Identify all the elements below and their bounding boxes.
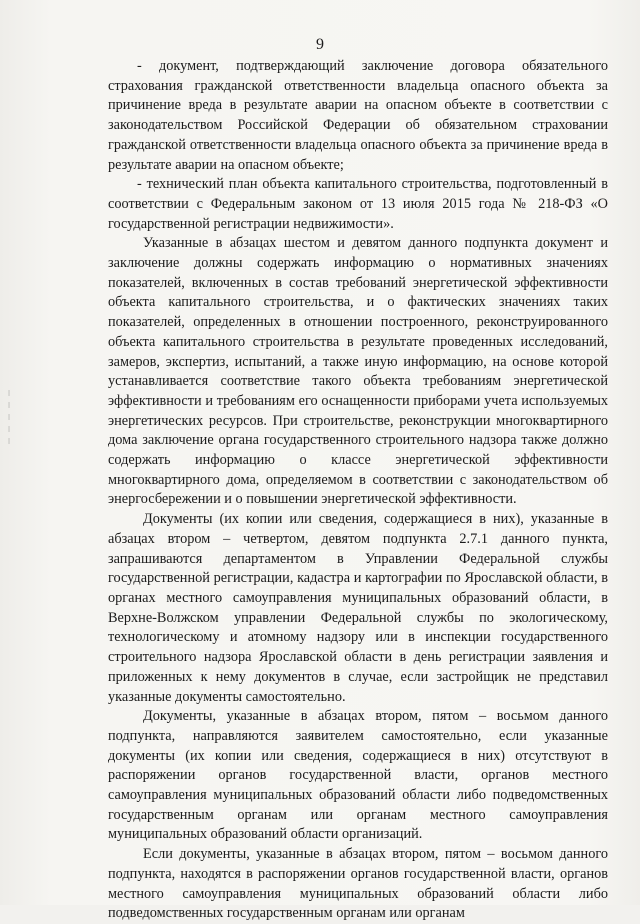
- body-text: [108, 57, 608, 924]
- page-number: 9: [316, 36, 324, 53]
- margin-mark: ‖: [8, 389, 12, 398]
- paragraph-documents-in-possession: Если документы, указанные в абзацах втором, пятом – восьмом данного подпункта, находятся в распоряжении органов государственной власти, органов местного самоуправления муниципальных образований области либо подведомственных государственным органам или органам: [108, 846, 608, 922]
- paragraph-insurance-document: - документ, подтверждающий заключение договора обязательного страхования гражданской ответственности владельца опасного объекта за причинение вреда в результате аварии на опасном объекте в соответствии с законодательством Российской Федерации об обязательном страховании гражданской ответственности владельца опасного объекта за причинение вреда в результате аварии на опасном объекте;: [108, 58, 608, 173]
- paragraph-technical-plan: - технический план объекта капитального строительства, подготовленный в соответствии с Федеральным законом от 13 июля 2015 года № 218-ФЗ «О государственной регистрации недвижимости».: [108, 176, 608, 232]
- margin-marks: [8, 388, 24, 448]
- paragraph-applicant-documents: Документы, указанные в абзацах втором, пятом – восьмом данного подпункта, направляются заявителем самостоятельно, если указанные документы (их копии или сведения, содержащиеся в них) отсутствуют в распоряжении органов государственной власти, органов местного самоуправления муниципальных образований области либо подведомственных государственным органам или органам местного самоуправления муниципальных образований области организаций.: [108, 708, 608, 843]
- margin-mark: ‖: [8, 425, 12, 434]
- paragraph-document-requests: Документы (их копии или сведения, содержащиеся в них), указанные в абзацах втором – четвертом, девятом подпункта 2.7.1 данного пункта, запрашиваются департаментом в Управлении Федеральной службы государственной регистрации, кадастра и картографии по Ярославской области, в органах местного самоуправления муниципальных образований области, в Верхне-Волжском управлении Федеральной службы по экологическому, технологическому и атомному надзору или в инспекции государственного строительного надзора Ярославской области в день регистрации заявления и приложенных к нему документов в случае, если застройщик не представил указанные документы самостоятельно.: [108, 511, 608, 705]
- margin-mark: ‖: [8, 437, 12, 446]
- margin-mark: ‖: [8, 413, 12, 422]
- paragraph-energy-efficiency: Указанные в абзацах шестом и девятом данного подпункта документ и заключение должны содержать информацию о нормативных значениях показателей, включенных в состав требований энергетической эффективности объекта капитального строительства, и о фактических значениях таких показателей, определенных в отношении построенного, реконструированного объекта капитального строительства в результате проведенных исследований, замеров, экспертиз, испытаний, а также иную информацию, на основе которой устанавливается соответствие такого объекта требованиям энергетической эффективности и требованиям его оснащенности приборами учета используемых энергетических ресурсов. При строительстве, реконструкции многоквартирного дома заключение органа государственного строительного надзора также должно содержать информацию о классе энергетической эффективности многоквартирного дома, определяемом в соответствии с законодательством об энергосбережении и о повышении энергетической эффективности.: [108, 235, 608, 508]
- margin-mark: ‖: [8, 401, 12, 410]
